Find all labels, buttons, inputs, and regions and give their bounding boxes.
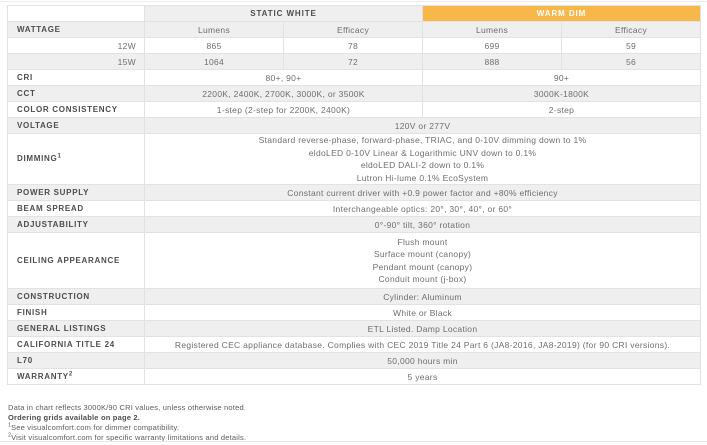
cell-15w-wd-efficacy: 56 [562,54,701,70]
row-label-finish: FINISH [8,305,145,321]
ceiling-line-1: Flush mount [397,236,448,247]
row-label-cct: CCT [8,86,145,102]
ceiling-line-4: Conduit mount (j-box) [378,274,467,284]
ceiling-line-3: Pendant mount (canopy) [372,261,473,272]
table-row-cri [8,70,701,86]
cell-l70-value: 50,000 hours min [145,353,701,369]
cell-color-consistency-warm-dim: 2-step [423,102,701,118]
cell-12w-sw-efficacy: 78 [284,38,423,54]
warm-dim-column-header: WARM DIM [423,6,701,22]
cell-15w-wd-lumens: 888 [423,54,562,70]
row-label-warranty: WARRANTY$^2$ [8,369,145,385]
footnote-warranty-details: $^2$Visit visualcomfort.com for specific warranty limitations and details. [8,432,247,442]
cell-california-title-24-value: Registered CEC appliance database. Complies with CEC 2019 Title 24 Part 6 (JA8-2016, JA8-2019) (for 90 CRI versions). [145,337,701,353]
cell-adjustability-value: 0°-90° tilt, 360° rotation [145,217,701,233]
cell-cct-warm-dim: 3000K-1800K [423,86,701,102]
cell-12w-wd-lumens: 699 [423,38,562,54]
table-row-general-listings [8,321,701,337]
cell-12w-wd-efficacy: 59 [562,38,701,54]
cell-dimming-value [145,134,701,185]
cell-voltage-value: 120V or 277V [145,118,701,134]
table-row-dimming [8,134,701,185]
cell-finish-value: White or Black [145,305,701,321]
subheader-sw-efficacy: Efficacy [284,22,423,38]
footnote-dimmer-compatibility: $^1$See visualcomfort.com for dimmer compatibility. [8,422,180,432]
cell-12w-sw-lumens: 865 [145,38,284,54]
subheader-sw-lumens: Lumens [145,22,284,38]
footnote-data-reflects: Data in chart reflects 3000K/90 CRI values, unless otherwise noted. [8,403,247,412]
row-label-l70: L70 [8,353,145,369]
dimming-line-3: eldoLED DALI-2 down to 0.1% [360,160,485,170]
ceiling-line-2: Surface mount (canopy) [373,249,472,259]
row-label-voltage: VOLTAGE [8,118,145,134]
row-label-cri: CRI [8,70,145,86]
table-row-finish [8,305,701,321]
table-row-group-header [8,6,701,22]
row-label-beam-spread: BEAM SPREAD [8,201,145,217]
table-row-power-supply [8,185,701,201]
cell-construction-value: Cylinder: Aluminum [145,289,701,305]
table-row-12w [8,38,701,54]
cell-ceiling-appearance-value [145,233,701,289]
subheader-wd-lumens: Lumens [423,22,562,38]
footnote-1-marker: 1 [8,422,12,429]
dimming-line-1: Standard reverse-phase, forward-phase, TRIAC, and 0-10V dimming down to 1% [258,135,587,145]
table-row-construction [8,289,701,305]
dimming-line-4: Lutron Hi-lume 0.1% EcoSystem [356,172,489,183]
table-row-wattage-subheader [8,22,701,38]
row-label-ceiling-appearance: CEILING APPEARANCE [8,233,145,289]
cell-cri-warm-dim: 90+ [423,70,701,86]
footnote-2-marker: 2 [8,432,12,439]
table-row-color-consistency [8,102,701,118]
corner-empty-cell [8,6,145,22]
row-label-california-title-24: CALIFORNIA TITLE 24 [8,337,145,353]
row-label-power-supply: POWER SUPPLY [8,185,145,201]
table-row-california-title-24 [8,337,701,353]
cell-cri-static-white: 80+, 90+ [145,70,423,86]
cell-15w-sw-efficacy: 72 [284,54,423,70]
static-white-column-header: STATIC WHITE [145,6,423,22]
table-row-voltage [8,118,701,134]
subheader-wd-efficacy: Efficacy [562,22,701,38]
row-label-wattage: WATTAGE [8,22,145,38]
footnote-ordering-grids: Ordering grids available on page 2. [8,413,141,422]
table-row-l70 [8,353,701,369]
row-label-color-consistency: COLOR CONSISTENCY [8,102,145,118]
dimming-footnote-marker: 1 [57,153,61,160]
table-row-adjustability [8,217,701,233]
bottom-divider [0,441,707,442]
cell-power-supply-value: Constant current driver with +0.9 power factor and +80% efficiency [145,185,701,201]
table-row-ceiling-appearance [8,233,701,289]
warranty-footnote-marker: 2 [68,370,73,377]
row-label-15w: 15W [8,54,145,70]
cell-warranty-value: 5 years [145,369,701,385]
cell-cct-static-white: 2200K, 2400K, 2700K, 3000K, or 3500K [145,86,423,102]
row-label-dimming: DIMMING$^1$ [8,134,145,185]
row-label-12w: 12W [8,38,145,54]
table-row-warranty [8,369,701,385]
table-row-15w [8,54,701,70]
table-row-cct [8,86,701,102]
table-row-beam-spread [8,201,701,217]
row-label-adjustability: ADJUSTABILITY [8,217,145,233]
cell-15w-sw-lumens: 1064 [145,54,284,70]
dimming-line-2: eldoLED 0-10V Linear & Logarithmic UNV down to 0.1% [308,147,537,158]
row-label-construction: CONSTRUCTION [8,289,145,305]
cell-color-consistency-static-white: 1-step (2-step for 2200K, 2400K) [145,102,423,118]
cell-general-listings-value: ETL Listed. Damp Location [145,321,701,337]
top-divider [0,1,707,2]
spec-table [7,5,701,385]
row-label-general-listings: GENERAL LISTINGS [8,321,145,337]
cell-beam-spread-value: Interchangeable optics: 20°, 30°, 40°, or 60° [145,201,701,217]
footnotes [8,403,698,443]
